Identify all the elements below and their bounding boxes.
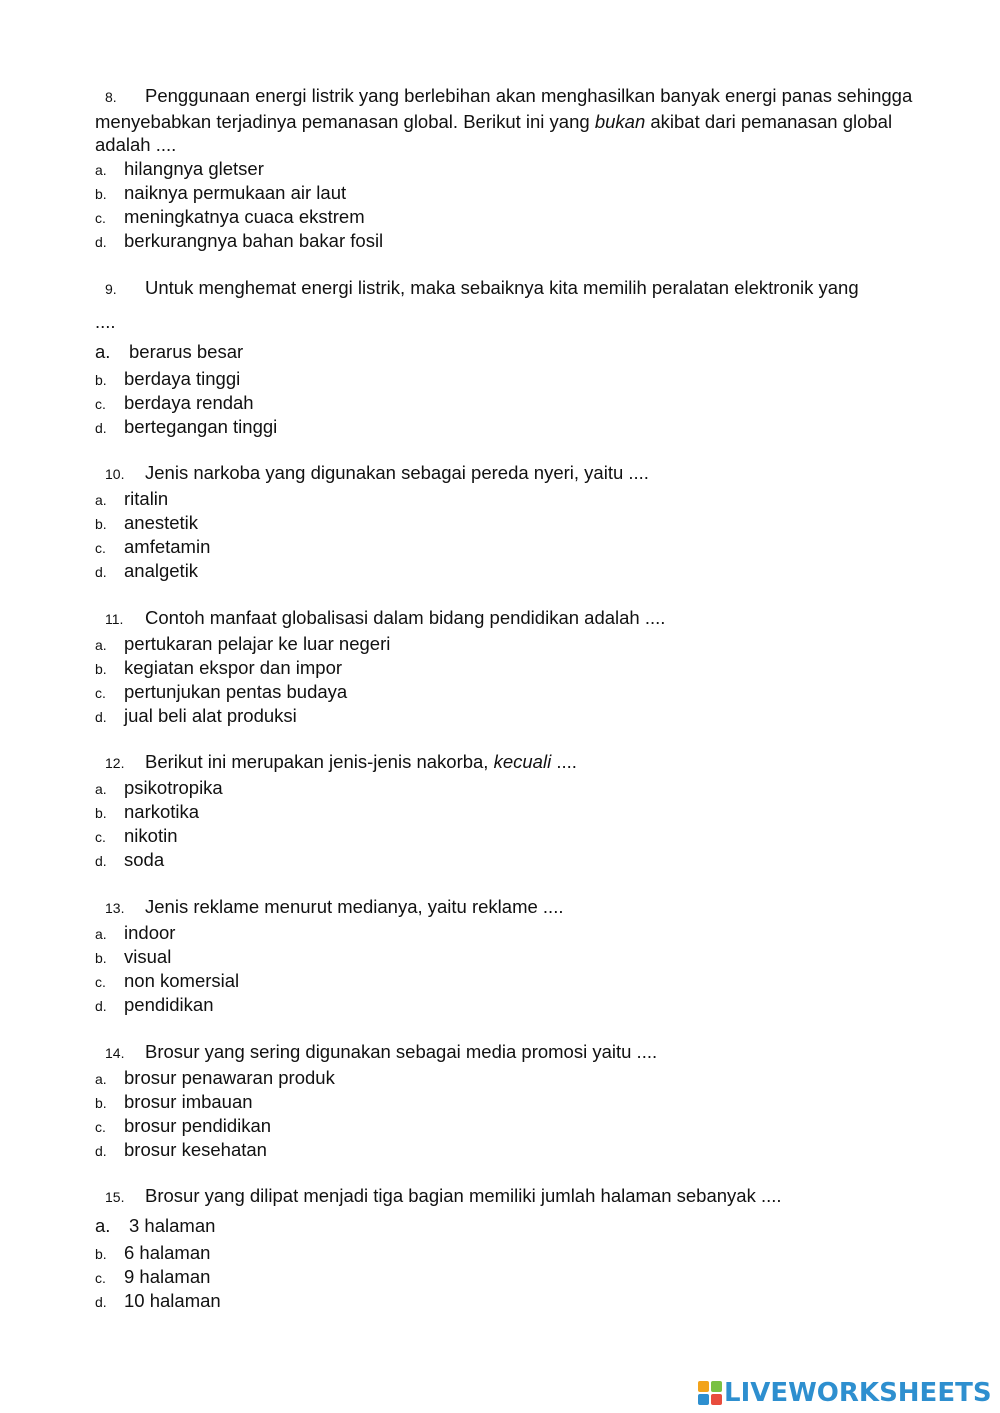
question-9 xyxy=(95,276,945,440)
option-b[interactable]: b. 6 halaman xyxy=(95,1241,211,1263)
logo-text: LIVEWORKSHEETS xyxy=(724,1378,992,1408)
question-13 xyxy=(95,895,945,1017)
option-b[interactable]: b. anestetik xyxy=(95,511,199,533)
option-d[interactable]: d. berkurangnya bahan bakar fosil xyxy=(95,230,384,252)
option-b[interactable]: b. narkotika xyxy=(95,800,200,822)
question-number: 10. xyxy=(105,466,125,482)
question-text: 8. Penggunaan energi listrik yang berlebihan akan menghasilkan banyak energi panas sehingga menyebabkan terjadinya pemanasan global. Berikut ini yang bukan akibat dari pemanasan global adalah .... xyxy=(95,85,913,155)
option-c[interactable]: c. amfetamin xyxy=(95,535,211,557)
option-d[interactable]: d. 10 halaman xyxy=(95,1289,221,1311)
options-list xyxy=(95,1211,945,1314)
question-12 xyxy=(95,750,945,872)
question-text: 13. Jenis reklame menurut medianya, yaitu reklame .... xyxy=(95,895,945,921)
options-list xyxy=(95,632,945,729)
options-list xyxy=(95,337,945,440)
options-list xyxy=(95,921,945,1018)
option-b[interactable]: b. kegiatan ekspor dan impor xyxy=(95,656,343,678)
question-text: 12. Berikut ini merupakan jenis-jenis nakorba, kecuali .... xyxy=(95,750,945,776)
liveworksheets-logo-icon xyxy=(698,1381,722,1405)
question-number: 14. xyxy=(105,1045,125,1061)
option-c[interactable]: c. meningkatnya cuaca ekstrem xyxy=(95,205,365,227)
question-10 xyxy=(95,461,945,583)
question-number: 12. xyxy=(105,755,125,771)
option-a[interactable]: a. pertukaran pelajar ke luar negeri xyxy=(95,632,391,654)
logo-square-1 xyxy=(698,1381,709,1392)
question-number: 15. xyxy=(105,1189,125,1205)
question-8 xyxy=(95,84,945,253)
question-number: 9. xyxy=(105,281,117,297)
options-list xyxy=(95,487,945,584)
option-b[interactable]: b. naiknya permukaan air laut xyxy=(95,181,347,203)
options-list xyxy=(95,1066,945,1163)
option-a[interactable]: a. brosur penawaran produk xyxy=(95,1066,335,1088)
option-d[interactable]: d. soda xyxy=(95,849,165,871)
option-c[interactable]: c. nikotin xyxy=(95,824,178,846)
question-number: 8. xyxy=(105,89,117,105)
option-c[interactable]: c. brosur pendidikan xyxy=(95,1114,272,1136)
logo-square-4 xyxy=(711,1394,722,1405)
question-text: 9. Untuk menghemat energi listrik, maka sebaiknya kita memilih peralatan elektronik yang .... xyxy=(95,277,859,332)
option-b[interactable]: b. berdaya tinggi xyxy=(95,368,241,389)
question-text: 14. Brosur yang sering digunakan sebagai media promosi yaitu .... xyxy=(95,1040,945,1066)
option-a[interactable]: a. indoor xyxy=(95,921,176,943)
options-list xyxy=(95,157,945,254)
option-c[interactable]: c. pertunjukan pentas budaya xyxy=(95,680,348,702)
question-number: 13. xyxy=(105,900,125,916)
option-d[interactable]: d. jual beli alat produksi xyxy=(95,705,297,727)
option-d[interactable]: d. pendidikan xyxy=(95,994,214,1016)
options-list xyxy=(95,776,945,873)
option-c[interactable]: c. 9 halaman xyxy=(95,1265,211,1287)
option-a[interactable]: a. psikotropika xyxy=(95,776,223,798)
option-a[interactable]: a. ritalin xyxy=(95,487,169,509)
question-number: 11. xyxy=(105,611,124,627)
liveworksheets-logo[interactable] xyxy=(698,1378,992,1408)
question-15 xyxy=(95,1184,945,1313)
question-text: 10. Jenis narkoba yang digunakan sebagai pereda nyeri, yaitu .... xyxy=(95,461,945,487)
option-d[interactable]: d. brosur kesehatan xyxy=(95,1139,267,1161)
option-d[interactable]: d. analgetik xyxy=(95,560,199,582)
question-text: 15. Brosur yang dilipat menjadi tiga bagian memiliki jumlah halaman sebanyak .... xyxy=(95,1184,945,1210)
option-b[interactable]: b. visual xyxy=(95,945,172,967)
option-a[interactable]: a. berarus besar xyxy=(95,341,244,362)
option-d[interactable]: d. bertegangan tinggi xyxy=(95,416,278,438)
question-14 xyxy=(95,1040,945,1162)
option-a[interactable]: a. hilangnya gletser xyxy=(95,157,264,179)
option-c[interactable]: c. berdaya rendah xyxy=(95,392,254,414)
logo-square-2 xyxy=(711,1381,722,1392)
option-a[interactable]: a. 3 halaman xyxy=(95,1214,216,1236)
question-11 xyxy=(95,606,945,728)
option-b[interactable]: b. brosur imbauan xyxy=(95,1090,253,1112)
question-text: 11. Contoh manfaat globalisasi dalam bidang pendidikan adalah .... xyxy=(95,606,945,632)
option-c[interactable]: c. non komersial xyxy=(95,969,240,991)
logo-square-3 xyxy=(698,1394,709,1405)
